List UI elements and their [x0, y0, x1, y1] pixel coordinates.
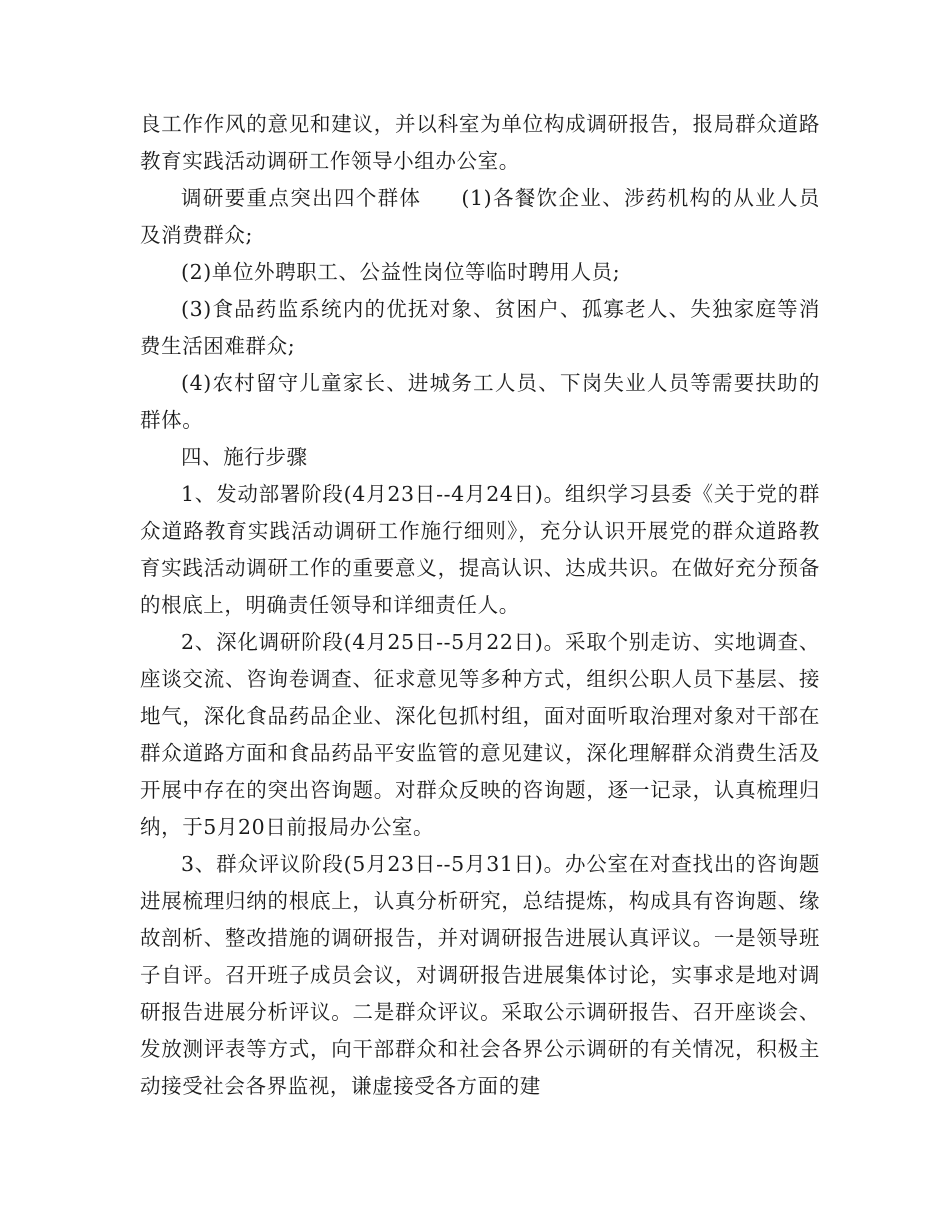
paragraph-4: (3)食品药监系统内的优抚对象、贫困户、孤寡老人、失独家庭等消费生活困难群众;: [140, 297, 820, 358]
paragraph-step-2: 2、深化调研阶段(4月25日--5月22日)。采取个别走访、实地调查、座谈交流、咨询卷调查、征求意见等多种方式，组织公职人员下基层、接地气，深化食品药品企业、深化包抓村组，面对面听取治理对象对干部在群众道路方面和食品药品平安监管的意见建议，深化理解群众消费生活及开展中存在的突出咨询题。对群众反映的咨询题，逐一记录，认真梳理归纳，于5月20日前报局办公室。: [140, 630, 820, 839]
paragraph-1: 良工作作风的意见和建议，并以科室为单位构成调研报告，报局群众道路教育实践活动调研工作领导小组办公室。: [140, 112, 820, 173]
document-body: [140, 106, 820, 1105]
paragraph-step-1: 1、发动部署阶段(4月23日--4月24日)。组织学习县委《关于党的群众道路教育实践活动调研工作施行细则》，充分认识开展党的群众道路教育实践活动调研工作的重要意义，提高认识、达成共识。在做好充分预备的根底上，明确责任领导和详细责任人。: [140, 482, 820, 617]
paragraph-2-item: (1)各餐饮企业、涉药机构的从业人员及消费群众;: [140, 186, 820, 247]
section-heading: 四、施行步骤: [181, 445, 308, 469]
paragraph-2-lead: 调研要重点突出四个群体: [181, 186, 422, 210]
paragraph-3: (2)单位外聘职工、公益性岗位等临时聘用人员;: [181, 260, 621, 284]
paragraph-5: (4)农村留守儿童家长、进城务工人员、下岗失业人员等需要扶助的群体。: [140, 371, 820, 432]
paragraph-step-3: 3、群众评议阶段(5月23日--5月31日)。办公室在对查找出的咨询题进展梳理归纳的根底上，认真分析研究，总结提炼，构成具有咨询题、缘故剖析、整改措施的调研报告，并对调研报告进展认真评议。一是领导班子自评。召开班子成员会议，对调研报告进展集体讨论，实事求是地对调研报告进展分析评议。二是群众评议。采取公示调研报告、召开座谈会、发放测评表等方式，向干部群众和社会各界公示调研的有关情况，积极主动接受社会各界监视，谦虚接受各方面的建: [140, 852, 820, 1098]
paragraph-2: [140, 180, 820, 254]
